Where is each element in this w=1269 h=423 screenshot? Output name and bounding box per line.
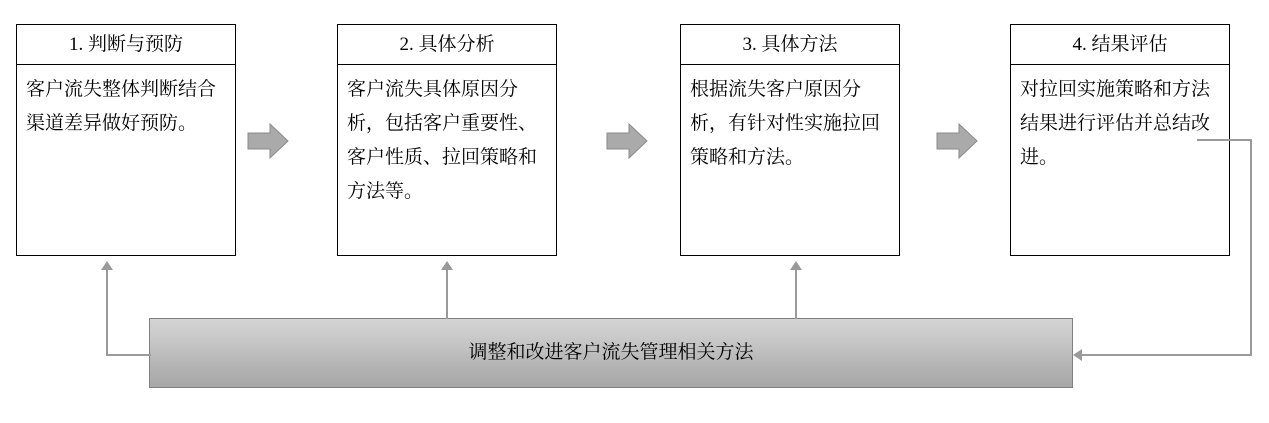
connector-bar-to-step3-vertical: [795, 270, 797, 319]
feedback-bar[interactable]: [149, 318, 1073, 388]
arrowhead-left-icon-bar: [1073, 349, 1082, 361]
connector-step4-to-bar-top: [1197, 139, 1252, 141]
connector-bar-to-step2-vertical: [446, 270, 448, 319]
feedback-bar-label: 调整和改进客户流失管理相关方法: [468, 342, 754, 363]
arrowhead-up-icon-step3: [790, 261, 802, 270]
process-step-4-title: 4. 结果评估: [1011, 25, 1229, 65]
arrowhead-up-icon-step1: [101, 261, 113, 270]
process-step-3-body: 根据流失客户原因分析，有针对性实施拉回策略和方法。: [690, 79, 881, 168]
arrow-right-icon-step1-step2: [246, 122, 290, 160]
process-step-1-body: 客户流失整体判断结合渠道差异做好预防。: [26, 79, 217, 134]
process-step-1[interactable]: [16, 24, 236, 256]
connector-step4-to-bar-vertical: [1250, 139, 1252, 355]
process-step-2-title: 2. 具体分析: [338, 25, 556, 65]
connector-bar-to-step1-vertical: [106, 270, 108, 356]
process-step-3-title: 3. 具体方法: [681, 25, 899, 65]
process-step-3[interactable]: [680, 24, 900, 256]
connector-step4-to-bar-bottom: [1082, 354, 1252, 356]
process-step-4-body: 对拉回实施策略和方法结果进行评估并总结改进。: [1020, 79, 1211, 168]
process-step-2[interactable]: [337, 24, 557, 256]
process-step-1-title: 1. 判断与预防: [17, 25, 235, 65]
arrow-right-icon-step3-step4: [935, 122, 979, 160]
process-step-2-body: 客户流失具体原因分析，包括客户重要性、客户性质、拉回策略和方法等。: [347, 79, 538, 202]
connector-bar-to-step1-horizontal: [106, 354, 151, 356]
arrow-right-icon-step2-step3: [605, 122, 649, 160]
arrowhead-up-icon-step2: [441, 261, 453, 270]
